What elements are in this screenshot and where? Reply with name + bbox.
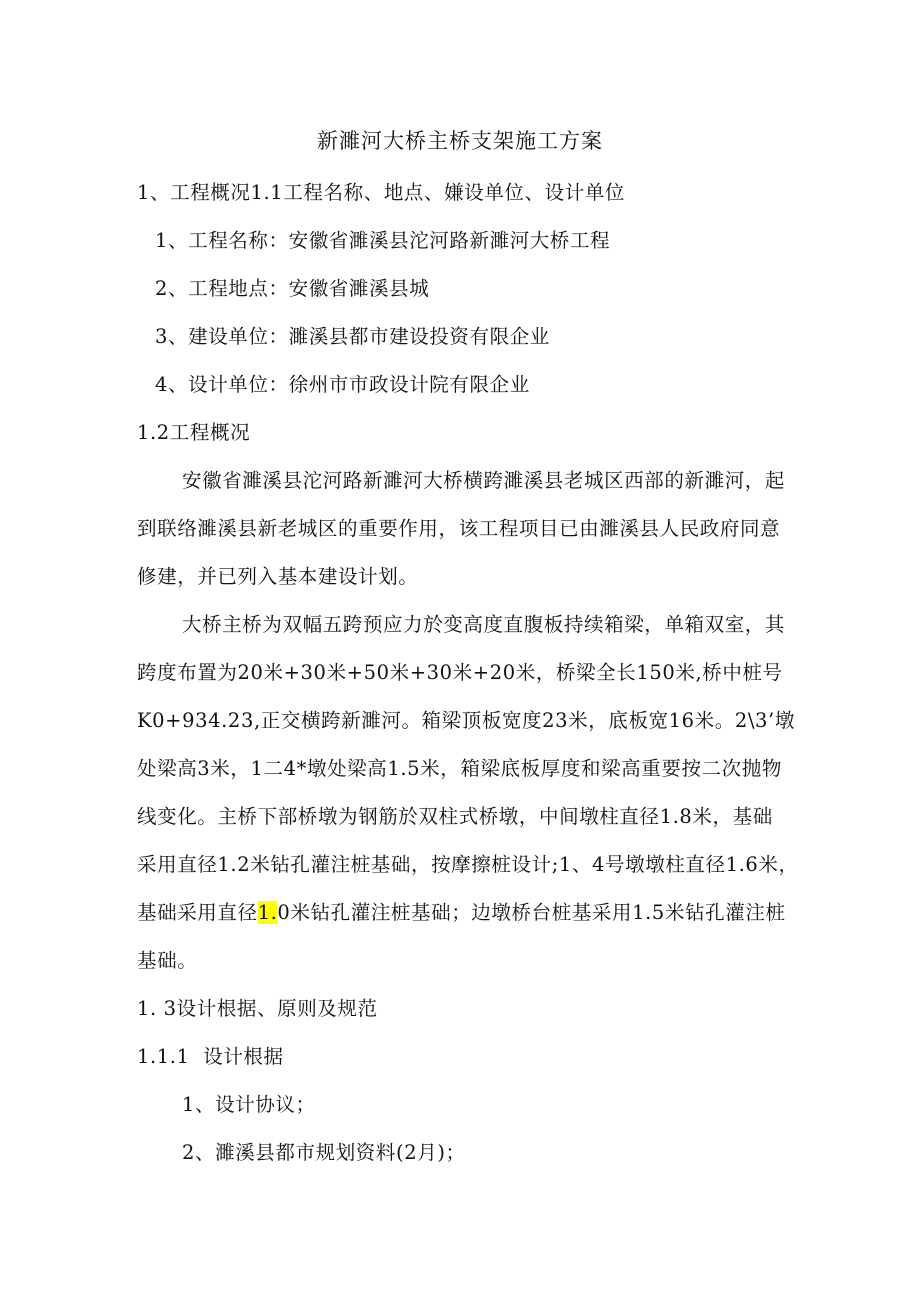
list-item: 2、工程地点：安徽省濉溪县城 <box>155 277 430 300</box>
section1-heading: 1、工程概况1.1工程名称、地点、嫌设单位、设计单位 <box>137 181 626 204</box>
list-item: 1、工程名称：安徽省濉溪县沱河路新濉河大桥工程 <box>155 229 611 252</box>
paragraph-line: 修建，并已列入基本建设计划。 <box>137 565 419 588</box>
list-item: 2、濉溪县都市规划资料(2月)； <box>182 1141 466 1164</box>
paragraph-line: 跨度布置为20米+30米+50米+30米+20米，桥梁全长150米,桥中桩号 <box>137 661 783 684</box>
highlighted-text: 1. <box>257 901 278 924</box>
text-after-highlight: 0米钻孔灌注桩基础；边墩桥台桩基采用1.5米钻孔灌注桩 <box>277 901 786 924</box>
paragraph-line: 基础。 <box>137 949 198 972</box>
paragraph-line: K0+934.23,正交横跨新濉河。箱梁顶板宽度23米，底板宽16米。2\3’墩 <box>137 709 795 732</box>
section13-heading: 1. 3设计根据、原则及规范 <box>137 997 378 1020</box>
text-before-highlight: 基础采用直径 <box>137 901 258 924</box>
sub-heading: 1.1.1 设计根据 <box>137 1045 284 1068</box>
section12-heading: 1.2工程概况 <box>137 421 251 444</box>
paragraph-line: 处梁高3米，1二4*墩处梁高1.5米，箱梁底板厚度和梁高重要按二次抛物 <box>137 757 782 780</box>
paragraph-line-highlighted <box>137 900 786 926</box>
list-item: 4、设计单位：徐州市市政设计院有限企业 <box>155 373 530 396</box>
paragraph-line: 线变化。主桥下部桥墩为钢筋於双柱式桥墩，中间墩柱直径1.8米，基础 <box>137 805 773 828</box>
paragraph-line: 大桥主桥为双幅五跨预应力於变高度直腹板持续箱梁，单箱双室，其 <box>182 613 786 636</box>
list-item: 1、设计协议； <box>182 1093 316 1116</box>
paragraph-line: 到联络濉溪县新老城区的重要作用，该工程项目已由濉溪县人民政府同意 <box>137 517 781 540</box>
document-title: 新濉河大桥主桥支架施工方案 <box>317 129 603 153</box>
paragraph-line: 采用直径1.2米钻孔灌注桩基础，按摩擦桩设计;1、4号墩墩柱直径1.6米， <box>137 853 799 876</box>
list-item: 3、建设单位：濉溪县都市建设投资有限企业 <box>155 325 550 348</box>
paragraph-line: 安徽省濉溪县沱河路新濉河大桥横跨濉溪县老城区西部的新濉河，起 <box>182 469 786 492</box>
